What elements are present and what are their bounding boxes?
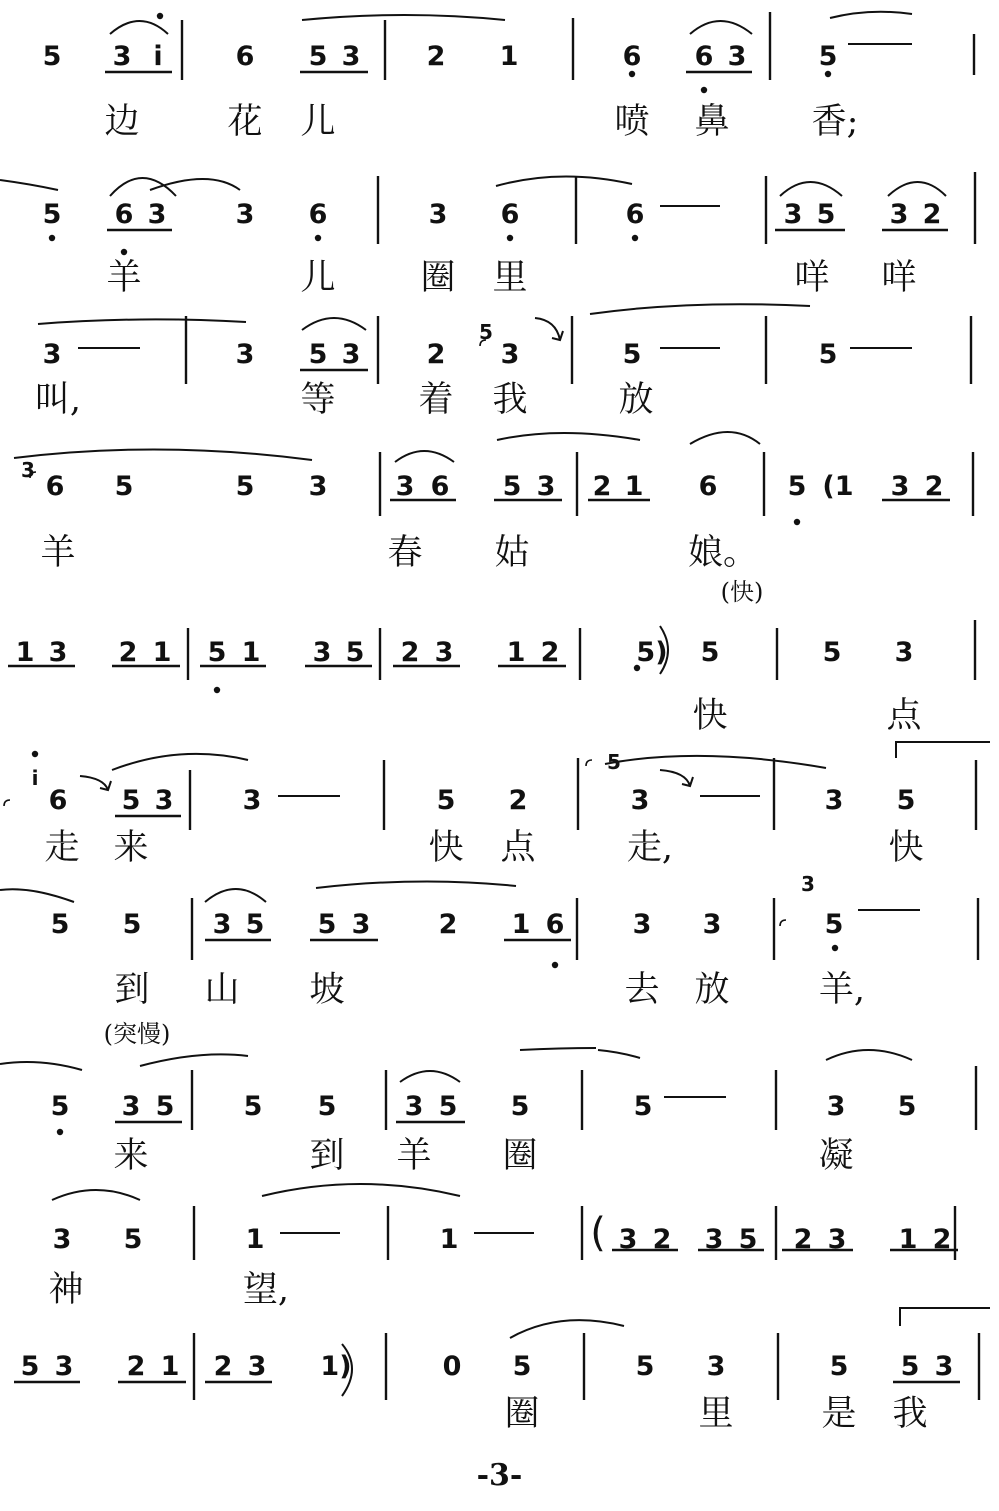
- note: 3: [704, 1224, 724, 1255]
- octave-dot: [507, 235, 513, 241]
- slur: [497, 433, 640, 440]
- slur: [400, 1071, 460, 1082]
- lyric: 喷: [614, 102, 650, 142]
- lyric: 香;: [811, 102, 859, 142]
- note: 3: [308, 471, 328, 502]
- grace-note: 5: [607, 750, 621, 774]
- note: 5: [317, 1091, 337, 1122]
- lyric: 去: [624, 970, 660, 1010]
- slur: [302, 15, 505, 20]
- octave-dot: [832, 945, 838, 951]
- octave-dot: [57, 1129, 63, 1135]
- note: 5: [818, 339, 838, 370]
- note: 2: [213, 1351, 233, 1382]
- note: 3: [727, 41, 747, 72]
- octave-dot: [32, 751, 38, 757]
- note: 2: [118, 637, 138, 668]
- note: 3: [630, 785, 650, 816]
- note: 5: [121, 785, 141, 816]
- lyric: 羊: [106, 258, 142, 298]
- note: 5: [818, 41, 838, 72]
- lyric: 到: [114, 970, 150, 1010]
- octave-dot: [315, 235, 321, 241]
- note: 3: [52, 1224, 72, 1255]
- note: 5: [50, 1091, 70, 1122]
- slur: [316, 881, 516, 888]
- note: 3: [434, 637, 454, 668]
- note: 1: [506, 637, 526, 668]
- note: 1: [241, 637, 261, 668]
- lyric: 鼻: [694, 102, 730, 142]
- note: 1: [511, 909, 531, 940]
- page-number: -3-: [476, 1458, 523, 1493]
- note: 5: [700, 637, 720, 668]
- lyric: 花: [227, 102, 263, 142]
- arrow-icon: [535, 318, 560, 340]
- note: 1: [898, 1224, 918, 1255]
- note: 6: [625, 199, 645, 230]
- grace-note: i: [31, 766, 39, 790]
- lyric: 咩: [794, 258, 830, 298]
- note: 5: [502, 471, 522, 502]
- note: 3: [500, 339, 520, 370]
- grace-note: 3: [21, 458, 35, 482]
- note: 6: [500, 199, 520, 230]
- slur: [598, 1050, 640, 1058]
- note: 3: [212, 909, 232, 940]
- note: 5: [317, 909, 337, 940]
- slur: [830, 12, 912, 18]
- lyric: 是: [821, 1394, 857, 1434]
- note: (1: [822, 471, 854, 502]
- note: 6: [698, 471, 718, 502]
- lyric: 圈: [420, 258, 456, 298]
- lyric: 咩: [881, 258, 917, 298]
- note: 5: [822, 637, 842, 668]
- slur: [38, 319, 246, 324]
- arrow-icon: [660, 770, 690, 786]
- note: 5: [824, 909, 844, 940]
- note: 2: [426, 339, 446, 370]
- note: 5: [42, 41, 62, 72]
- note: 3: [702, 909, 722, 940]
- slur: [140, 1054, 248, 1066]
- lyric: 快: [888, 828, 924, 868]
- note: 5: [20, 1351, 40, 1382]
- note: 6: [45, 471, 65, 502]
- grace-hook: [586, 760, 592, 766]
- lyric: 边: [104, 102, 140, 142]
- section-bracket: [896, 742, 990, 758]
- note: 3: [894, 637, 914, 668]
- note: 2: [924, 471, 944, 502]
- note: 5: [50, 909, 70, 940]
- lyric: 神: [48, 1270, 84, 1310]
- note: 5: [896, 785, 916, 816]
- slur: [590, 304, 810, 314]
- slur: [0, 889, 74, 902]
- note: 5: [42, 199, 62, 230]
- note: 5: [635, 1351, 655, 1382]
- slur: [510, 1320, 624, 1338]
- note: 2: [793, 1224, 813, 1255]
- note: 1: [15, 637, 35, 668]
- lyric: 山: [204, 970, 240, 1010]
- note: 3: [404, 1091, 424, 1122]
- note: 6: [48, 785, 68, 816]
- note: 5: [436, 785, 456, 816]
- note: 2: [922, 199, 942, 230]
- slur: [0, 180, 58, 190]
- phrase-paren: (: [590, 1210, 606, 1256]
- note: 5: [114, 471, 134, 502]
- note: 6: [114, 199, 134, 230]
- note: 2: [932, 1224, 952, 1255]
- note: 1: [624, 471, 644, 502]
- note: 3: [341, 41, 361, 72]
- lyric: 到: [309, 1136, 345, 1176]
- lyric: 姑: [494, 533, 530, 573]
- lyric: 放: [694, 970, 730, 1010]
- note: 3: [632, 909, 652, 940]
- slur: [690, 432, 760, 444]
- note: 3: [889, 199, 909, 230]
- note: 5: [245, 909, 265, 940]
- lyric: 里: [698, 1394, 734, 1434]
- tempo-mark: (突慢): [103, 1020, 171, 1048]
- slur: [112, 754, 248, 770]
- lyric: 走,: [626, 828, 674, 868]
- lyric: 儿: [300, 258, 336, 298]
- note: 6: [545, 909, 565, 940]
- note: 3: [247, 1351, 267, 1382]
- note: 6: [622, 41, 642, 72]
- slur: [520, 1048, 596, 1050]
- note: 3: [827, 1224, 847, 1255]
- section-bracket: [900, 1308, 990, 1326]
- slur: [780, 182, 842, 196]
- note: 1: [439, 1224, 459, 1255]
- note: 2: [438, 909, 458, 940]
- note: 3: [706, 1351, 726, 1382]
- note: 1): [320, 1351, 352, 1382]
- note: 1: [245, 1224, 265, 1255]
- note: 3: [121, 1091, 141, 1122]
- lyric: 羊: [40, 533, 76, 573]
- note: 5: [308, 339, 328, 370]
- note: 3: [428, 199, 448, 230]
- note: 5: [207, 637, 227, 668]
- grace-note: 3: [801, 872, 815, 896]
- note: 2: [652, 1224, 672, 1255]
- note: 3: [783, 199, 803, 230]
- octave-dot: [121, 249, 127, 255]
- lyric: 等: [300, 380, 336, 420]
- note: 3: [242, 785, 262, 816]
- slur: [150, 179, 240, 190]
- tempo-mark: (快): [720, 578, 764, 606]
- lyric: 凝: [818, 1136, 854, 1176]
- note: 5: [122, 909, 142, 940]
- slur: [605, 756, 826, 768]
- lyric: 点: [886, 696, 922, 736]
- note: 5: [243, 1091, 263, 1122]
- lyric: 放: [618, 380, 654, 420]
- lyric: 羊,: [818, 970, 866, 1010]
- lyric: 着: [418, 380, 454, 420]
- note: 6: [694, 41, 714, 72]
- octave-dot: [701, 87, 707, 93]
- note: 3: [536, 471, 556, 502]
- slur: [110, 21, 168, 34]
- slur: [0, 1062, 82, 1070]
- octave-dot: [794, 519, 800, 525]
- note: 3: [934, 1351, 954, 1382]
- note: 5: [155, 1091, 175, 1122]
- note: 5: [123, 1224, 143, 1255]
- lyric: 叫,: [34, 380, 82, 420]
- octave-dot: [214, 687, 220, 693]
- note: 3: [890, 471, 910, 502]
- note: 3: [154, 785, 174, 816]
- note: 3: [395, 471, 415, 502]
- lyric: 快: [692, 696, 728, 736]
- lyric: 里: [492, 258, 528, 298]
- note: 6: [430, 471, 450, 502]
- note: 6: [235, 41, 255, 72]
- note: 5: [738, 1224, 758, 1255]
- lyric: 我: [492, 380, 528, 420]
- lyric: 羊: [396, 1136, 432, 1176]
- octave-dot: [552, 962, 558, 968]
- note: 5: [235, 471, 255, 502]
- note: 5: [787, 471, 807, 502]
- note: 5: [510, 1091, 530, 1122]
- grace-hook: [780, 920, 786, 926]
- slur: [262, 1184, 460, 1196]
- octave-dot: [49, 235, 55, 241]
- note: 5): [636, 637, 668, 668]
- note: 5: [438, 1091, 458, 1122]
- slur: [205, 889, 266, 902]
- note: 3: [42, 339, 62, 370]
- slur: [395, 451, 454, 462]
- slur: [52, 1190, 140, 1200]
- lyric: 坡: [309, 970, 345, 1010]
- slur: [888, 182, 946, 196]
- lyric: 儿: [300, 102, 336, 142]
- lyric: 来: [113, 1136, 149, 1176]
- grace-note: 5: [479, 320, 493, 344]
- note: 3: [112, 41, 132, 72]
- note: 5: [816, 199, 836, 230]
- note: 3: [54, 1351, 74, 1382]
- note: 3: [48, 637, 68, 668]
- note: 3: [235, 339, 255, 370]
- note: 3: [147, 199, 167, 230]
- note: 2: [592, 471, 612, 502]
- slur: [690, 21, 752, 34]
- note: 3: [618, 1224, 638, 1255]
- lyric: 望,: [242, 1270, 290, 1310]
- lyric: 快: [428, 828, 464, 868]
- note: 5: [897, 1091, 917, 1122]
- note: 2: [426, 41, 446, 72]
- note: 5: [829, 1351, 849, 1382]
- lyric: 走: [44, 828, 80, 868]
- note: i: [153, 41, 163, 72]
- slur: [496, 176, 632, 186]
- grace-hook: [4, 800, 10, 806]
- slur: [14, 449, 312, 460]
- note: 5: [512, 1351, 532, 1382]
- note: 2: [400, 637, 420, 668]
- octave-dot: [157, 13, 163, 19]
- octave-dot: [632, 235, 638, 241]
- lyric: 点: [500, 828, 536, 868]
- note: 2: [126, 1351, 146, 1382]
- note: 5: [308, 41, 328, 72]
- note: 2: [540, 637, 560, 668]
- note: 3: [235, 199, 255, 230]
- note: 5: [345, 637, 365, 668]
- note: 1: [152, 637, 172, 668]
- note: 6: [308, 199, 328, 230]
- lyric: 圈: [502, 1136, 538, 1176]
- note: 3: [826, 1091, 846, 1122]
- note: 2: [508, 785, 528, 816]
- note: 1: [499, 41, 519, 72]
- lyric: 圈: [504, 1394, 540, 1434]
- note: 3: [341, 339, 361, 370]
- slur: [110, 178, 176, 196]
- lyric: 来: [113, 828, 149, 868]
- arrow-icon: [80, 776, 108, 790]
- lyric: 我: [892, 1394, 928, 1434]
- slur: [302, 318, 366, 330]
- slur: [826, 1050, 912, 1060]
- lyric: 娘。: [687, 533, 759, 573]
- note: 1: [160, 1351, 180, 1382]
- lyric: 春: [387, 533, 423, 573]
- note: 0: [442, 1351, 462, 1382]
- note: 5: [622, 339, 642, 370]
- note: 5: [633, 1091, 653, 1122]
- note: 5: [900, 1351, 920, 1382]
- note: 3: [312, 637, 332, 668]
- note: 3: [351, 909, 371, 940]
- note: 3: [824, 785, 844, 816]
